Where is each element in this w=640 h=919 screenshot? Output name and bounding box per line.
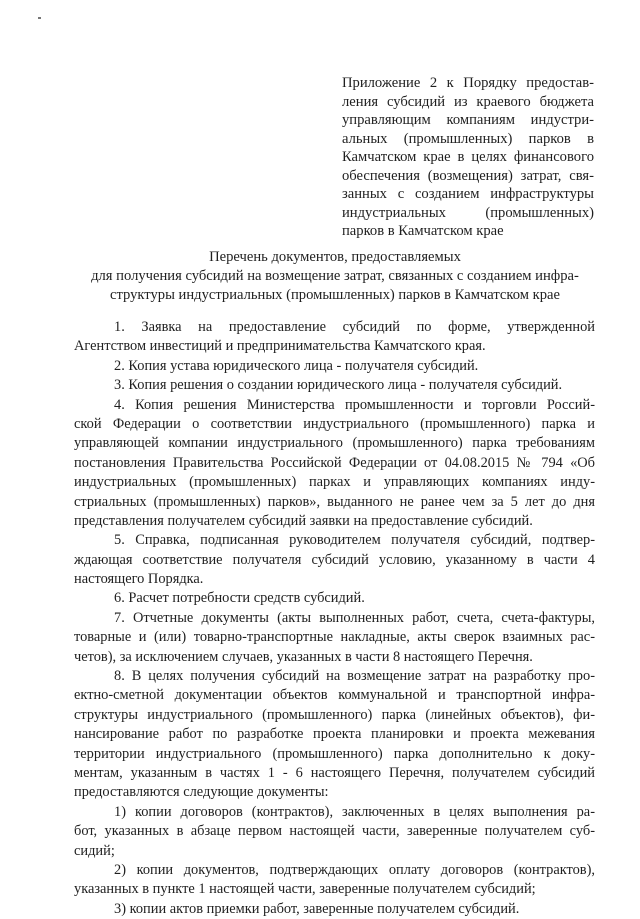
item-4-line: постановления Правительства Российской Федерации от 04.08.2015 № 794 «Об [74,454,595,471]
annex-line: индустриальных (промышленных) [342,204,594,221]
document-list [74,318,595,919]
annex-line: Приложение 2 к Порядку предостав- [342,75,594,91]
subitem-3: 3) копии актов приемки работ, заверенные получателем субсидий. [114,900,520,917]
item-6: 6. Расчет потребности средств субсидий. [114,590,365,607]
item-7-line: четов), за исключением случаев, указанных в части 8 настоящего Перечня. [74,648,533,665]
item-1-line: Агентством инвестиций и предпринимательства Камчатского края. [74,338,486,355]
annex-line: ления субсидий из краевого бюджета [342,93,594,110]
annex-line: занных с созданием инфраструктуры [342,186,594,202]
subitem-1-line: бот, указанных в абзаце первом настоящей части, заверенные получателем суб- [74,823,595,840]
title-line: структуры индустриальных (промышленных) парков в Камчатском крае [109,287,561,303]
subitem-1-line: 1) копии договоров (контрактов), заключенных в целях выполнения ра- [114,803,595,820]
item-1-line: 1. Заявка на предоставление субсидий по форме, утвержденной [114,319,595,335]
annex-line: обеспечения (возмещения) затрат, свя- [342,167,594,184]
item-7-line: 7. Отчетные документы (акты выполненных работ, счета, счета-фактуры, [114,609,595,626]
item-8-line: территории индустриального (промышленного) парка дополнительно к доку- [74,745,595,762]
item-4-line: представления получателем субсидий заявки на предоставление субсидий. [74,512,533,529]
item-4-line: стриальных (промышленных) парков», выданного не ранее чем за 5 лет до дня [74,493,595,510]
document-title [70,248,600,305]
item-3: 3. Копия решения о создании юридического лица - получателя субсидий. [114,377,563,394]
subitem-1-line: сидий; [74,842,115,859]
subitem-2-line: 2) копии документов, подтверждающих оплату договоров (контрактов), [114,861,595,878]
subitem-2-line: указанных в пункте 1 настоящей части, заверенные получателем субсидий; [74,881,536,898]
item-5-line: настоящего Порядка. [74,571,204,588]
annex-line: управляющим компаниям индустри- [342,112,594,128]
item-8-line: нансирование работ по разработке проекта планировки и проекта межевания [74,726,595,743]
item-8-line: ментам, указанным в частях 1 - 6 настоящего Перечня, получателем субсидий [74,764,595,781]
item-4-line: управляющей компании индустриального (промышленного) парка требованиям [74,435,595,452]
annex-reference [342,74,594,241]
annex-line: Камчатском крае в целях финансового [342,149,594,165]
title-line: Перечень документов, предоставляемых [209,249,461,265]
item-7-line: товарные и (или) товарно-транспортные накладные, акты сверок взаимных рас- [74,629,595,646]
item-4-line: ской Федерации о соответствии индустриального (промышленного) парка и [74,415,595,432]
item-8-line: предоставляются следующие документы: [74,784,329,801]
annex-line: парков в Камчатском крае [342,223,504,239]
item-4-line: индустриальных (промышленных) парках и управляющих компаниях инду- [74,474,595,491]
scan-speck [38,17,41,19]
item-8-line: структуры индустриального (промышленного) парка (линейных объектов), фи- [74,706,595,723]
annex-line: альных (промышленных) парков в [342,130,594,147]
item-8-line: ектно-сметной документации объектов коммунальной и транспортной инфра- [74,687,595,704]
item-2: 2. Копия устава юридического лица - получателя субсидий. [114,357,479,374]
item-4-line: 4. Копия решения Министерства промышленности и торговли Россий- [114,396,595,413]
title-line: для получения субсидий на возмещение затрат, связанных с созданием инфра- [91,268,579,284]
item-5-line: ждающая соответствие получателя субсидий условию, указанному в части 4 [74,551,595,568]
item-5-line: 5. Справка, подписанная руководителем получателя субсидий, подтвер- [114,532,595,549]
item-8-line: 8. В целях получения субсидий на возмещение затрат на разработку про- [114,668,595,685]
